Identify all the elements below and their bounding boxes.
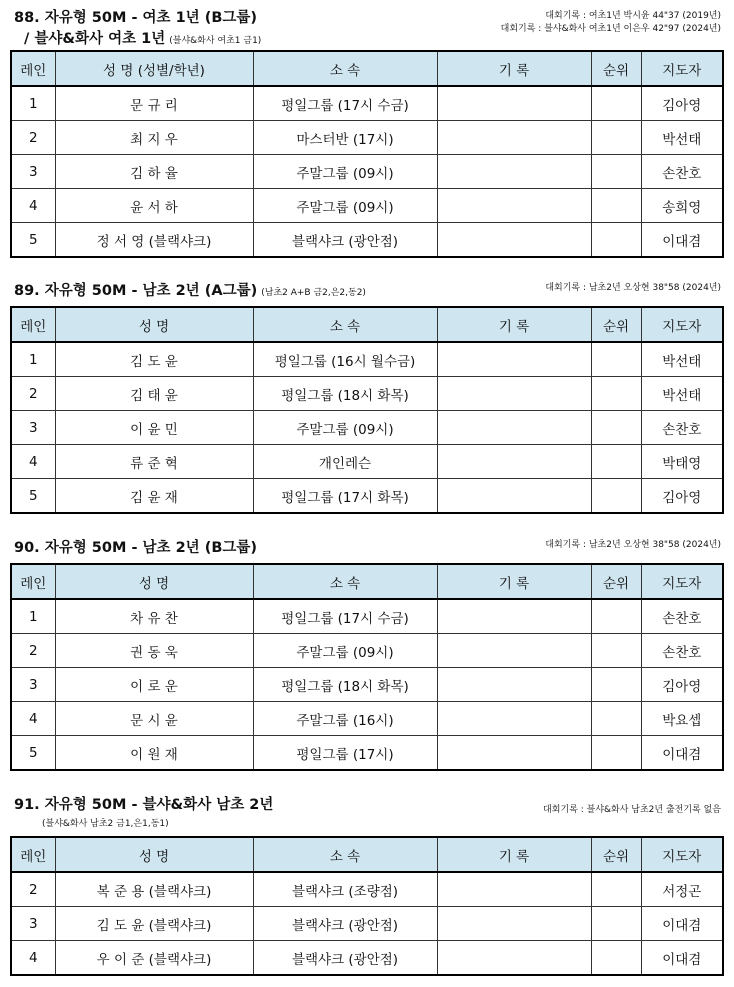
event-title-note: (남초2 A+B 금2,은2,동2): [261, 288, 366, 298]
record-cell: [437, 736, 591, 771]
coach-cell: 손찬호: [641, 411, 723, 445]
header-name: 성 명: [55, 564, 253, 599]
rank-cell: [591, 479, 641, 514]
swimmer-name-cell: 이 윤 민: [55, 411, 253, 445]
event-title: [14, 793, 273, 814]
table-row: [11, 121, 723, 155]
header-lane: 레인: [11, 51, 55, 86]
header-record: 기 록: [437, 307, 591, 342]
rank-cell: [591, 445, 641, 479]
coach-cell: 박태영: [641, 445, 723, 479]
club-cell: 블랙샤크 (광안점): [253, 941, 437, 976]
table-row: [11, 377, 723, 411]
table-row: [11, 872, 723, 907]
header-lane: 레인: [11, 837, 55, 872]
meet-record: [545, 282, 721, 295]
meet-record-line: 대회기록 : 블샤&화사 남초2년 출전기록 없음: [543, 805, 721, 815]
event-title-text: 90. 자유형 50M - 남초 2년 (B그룹): [14, 540, 258, 556]
table-row: [11, 342, 723, 377]
heat-table: [10, 306, 724, 514]
club-cell: 블랙샤크 (광안점): [253, 223, 437, 258]
coach-cell: 김아영: [641, 479, 723, 514]
header-record: 기 록: [437, 837, 591, 872]
lane-cell: 1: [11, 599, 55, 634]
coach-cell: 박선태: [641, 121, 723, 155]
event-subtitle-text: / 블샤&화사 여초 1년: [24, 31, 166, 47]
lane-cell: 2: [11, 872, 55, 907]
record-cell: [437, 377, 591, 411]
event-title: [14, 6, 257, 27]
club-cell: 평일그룹 (17시 수금): [253, 599, 437, 634]
meet-record-line: 대회기록 : 남초2년 오상현 38"58 (2024년): [545, 283, 721, 293]
rank-cell: [591, 668, 641, 702]
rank-cell: [591, 941, 641, 976]
event-title-text: 91. 자유형 50M - 블샤&화사 남초 2년: [14, 797, 274, 813]
coach-cell: 이대겸: [641, 907, 723, 941]
rank-cell: [591, 223, 641, 258]
club-cell: 주말그룹 (09시): [253, 155, 437, 189]
lane-cell: 1: [11, 342, 55, 377]
club-cell: 블랙샤크 (광안점): [253, 907, 437, 941]
lane-cell: 5: [11, 223, 55, 258]
meet-record: [501, 10, 721, 36]
table-row: [11, 634, 723, 668]
club-cell: 평일그룹 (16시 월수금): [253, 342, 437, 377]
swimmer-name-cell: 최 지 우: [55, 121, 253, 155]
header-club: 소 속: [253, 564, 437, 599]
swimmer-name-cell: 류 준 혁: [55, 445, 253, 479]
record-cell: [437, 668, 591, 702]
club-cell: 주말그룹 (09시): [253, 411, 437, 445]
rank-cell: [591, 702, 641, 736]
record-cell: [437, 941, 591, 976]
swimmer-name-cell: 권 동 욱: [55, 634, 253, 668]
header-record: 기 록: [437, 564, 591, 599]
event-subtitle-note: (블샤&화사 남초2 금1,은1,동1): [42, 819, 169, 829]
club-cell: 주말그룹 (16시): [253, 702, 437, 736]
meet-record-line: 대회기록 : 여초1년 박시윤 44"37 (2019년): [545, 11, 721, 21]
coach-cell: 박요셉: [641, 702, 723, 736]
record-cell: [437, 907, 591, 941]
meet-record-line: 대회기록 : 블샤&화사 여초1년 이은우 42"97 (2024년): [500, 24, 721, 34]
lane-cell: 3: [11, 907, 55, 941]
coach-cell: 손찬호: [641, 634, 723, 668]
lane-cell: 4: [11, 702, 55, 736]
lane-cell: 2: [11, 634, 55, 668]
rank-cell: [591, 121, 641, 155]
header-rank: 순위: [591, 307, 641, 342]
meet-record: [543, 804, 721, 817]
header-name: 성 명: [55, 307, 253, 342]
header-coach: 지도자: [641, 307, 723, 342]
lane-cell: 4: [11, 189, 55, 223]
swimmer-name-cell: 김 도 윤 (블랙샤크): [55, 907, 253, 941]
heat-table: [10, 50, 724, 258]
table-row: [11, 86, 723, 121]
header-club: 소 속: [253, 837, 437, 872]
header-rank: 순위: [591, 51, 641, 86]
swimmer-name-cell: 문 시 윤: [55, 702, 253, 736]
record-cell: [437, 599, 591, 634]
coach-cell: 송희영: [641, 189, 723, 223]
coach-cell: 이대겸: [641, 223, 723, 258]
header-lane: 레인: [11, 307, 55, 342]
swimmer-name-cell: 이 로 운: [55, 668, 253, 702]
swimmer-name-cell: 김 윤 재: [55, 479, 253, 514]
club-cell: 평일그룹 (18시 화목): [253, 377, 437, 411]
record-cell: [437, 634, 591, 668]
lane-cell: 3: [11, 155, 55, 189]
swimmer-name-cell: 정 서 영 (블랙샤크): [55, 223, 253, 258]
record-cell: [437, 223, 591, 258]
swimmer-name-cell: 우 이 준 (블랙샤크): [55, 941, 253, 976]
lane-cell: 5: [11, 479, 55, 514]
meet-record: [545, 539, 721, 552]
table-row: [11, 941, 723, 976]
header-rank: 순위: [591, 564, 641, 599]
table-row: [11, 599, 723, 634]
table-row: [11, 479, 723, 514]
table-header-row: [11, 51, 723, 86]
record-cell: [437, 411, 591, 445]
coach-cell: 이대겸: [641, 736, 723, 771]
record-cell: [437, 479, 591, 514]
header-name: 성 명 (성별/학년): [55, 51, 253, 86]
club-cell: 주말그룹 (09시): [253, 189, 437, 223]
table-row: [11, 702, 723, 736]
header-club: 소 속: [253, 51, 437, 86]
rank-cell: [591, 86, 641, 121]
club-cell: 평일그룹 (17시 수금): [253, 86, 437, 121]
rank-cell: [591, 377, 641, 411]
lane-cell: 4: [11, 941, 55, 976]
rank-cell: [591, 634, 641, 668]
record-cell: [437, 121, 591, 155]
lane-cell: 3: [11, 668, 55, 702]
swimmer-name-cell: 차 유 찬: [55, 599, 253, 634]
club-cell: 평일그룹 (17시): [253, 736, 437, 771]
lane-cell: 1: [11, 86, 55, 121]
club-cell: 평일그룹 (18시 화목): [253, 668, 437, 702]
rank-cell: [591, 736, 641, 771]
header-coach: 지도자: [641, 837, 723, 872]
swimmer-name-cell: 김 하 율: [55, 155, 253, 189]
table-row: [11, 223, 723, 258]
lane-cell: 5: [11, 736, 55, 771]
rank-cell: [591, 872, 641, 907]
header-name: 성 명: [55, 837, 253, 872]
rank-cell: [591, 907, 641, 941]
header-rank: 순위: [591, 837, 641, 872]
lane-cell: 2: [11, 121, 55, 155]
event-title-text: 89. 자유형 50M - 남초 2년 (A그룹): [14, 283, 258, 299]
club-cell: 평일그룹 (17시 화목): [253, 479, 437, 514]
club-cell: 블랙샤크 (조량점): [253, 872, 437, 907]
header-coach: 지도자: [641, 51, 723, 86]
event-title: [14, 536, 257, 557]
table-header-row: [11, 307, 723, 342]
table-row: [11, 668, 723, 702]
header-record: 기 록: [437, 51, 591, 86]
table-row: [11, 155, 723, 189]
table-row: [11, 445, 723, 479]
coach-cell: 김아영: [641, 86, 723, 121]
coach-cell: 박선태: [641, 342, 723, 377]
meet-record-line: 대회기록 : 남초2년 오상현 38"58 (2024년): [545, 540, 721, 550]
club-cell: 마스터반 (17시): [253, 121, 437, 155]
swimmer-name-cell: 윤 서 하: [55, 189, 253, 223]
coach-cell: 김아영: [641, 668, 723, 702]
swimmer-name-cell: 문 규 리: [55, 86, 253, 121]
table-row: [11, 907, 723, 941]
coach-cell: 이대겸: [641, 941, 723, 976]
swimmer-name-cell: 복 준 용 (블랙샤크): [55, 872, 253, 907]
rank-cell: [591, 411, 641, 445]
record-cell: [437, 872, 591, 907]
event-title-text: 88. 자유형 50M - 여초 1년 (B그룹): [14, 10, 258, 26]
record-cell: [437, 702, 591, 736]
coach-cell: 서정곤: [641, 872, 723, 907]
record-cell: [437, 445, 591, 479]
rank-cell: [591, 342, 641, 377]
club-cell: 개인레슨: [253, 445, 437, 479]
event-subtitle: [24, 27, 261, 48]
table-header-row: [11, 837, 723, 872]
heat-table: [10, 563, 724, 771]
coach-cell: 손찬호: [641, 155, 723, 189]
table-row: [11, 189, 723, 223]
club-cell: 주말그룹 (09시): [253, 634, 437, 668]
rank-cell: [591, 599, 641, 634]
heat-table: [10, 836, 724, 976]
table-row: [11, 411, 723, 445]
rank-cell: [591, 189, 641, 223]
record-cell: [437, 86, 591, 121]
swimmer-name-cell: 이 원 재: [55, 736, 253, 771]
coach-cell: 박선태: [641, 377, 723, 411]
event-subtitle-note: (블샤&화사 여초1 금1): [169, 36, 262, 46]
rank-cell: [591, 155, 641, 189]
header-coach: 지도자: [641, 564, 723, 599]
event-title: [14, 279, 366, 300]
lane-cell: 4: [11, 445, 55, 479]
header-lane: 레인: [11, 564, 55, 599]
record-cell: [437, 189, 591, 223]
coach-cell: 손찬호: [641, 599, 723, 634]
lane-cell: 2: [11, 377, 55, 411]
lane-cell: 3: [11, 411, 55, 445]
record-cell: [437, 342, 591, 377]
header-club: 소 속: [253, 307, 437, 342]
table-row: [11, 736, 723, 771]
swimmer-name-cell: 김 도 윤: [55, 342, 253, 377]
record-cell: [437, 155, 591, 189]
swimmer-name-cell: 김 태 윤: [55, 377, 253, 411]
table-header-row: [11, 564, 723, 599]
